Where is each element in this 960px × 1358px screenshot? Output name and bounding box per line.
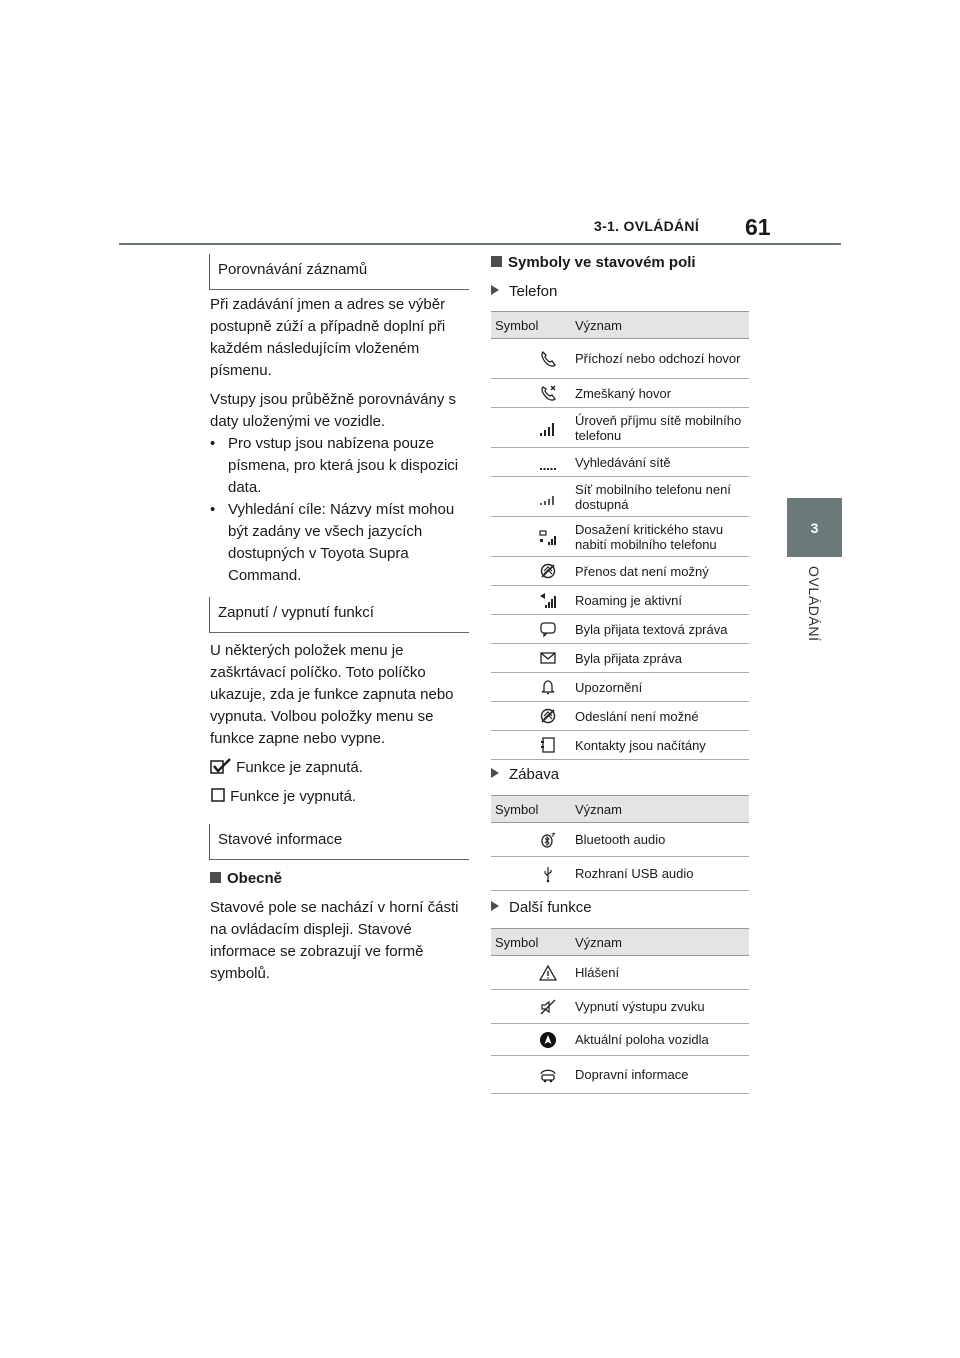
paragraph: Vstupy jsou průběžně porovnávány s daty uloženými ve vozidle. — [210, 391, 456, 430]
checkbox-unchecked-icon — [210, 787, 226, 803]
warning-icon — [539, 964, 557, 982]
header-divider — [119, 243, 841, 245]
table-row: Hlášení — [491, 956, 749, 990]
group-title-dalsi: Další funkce — [491, 899, 592, 916]
symbol-table-telefon — [491, 311, 749, 760]
subsection-title: Porovnávání záznamů — [218, 261, 368, 278]
no-data-icon — [539, 562, 557, 580]
vehicle-position-icon — [539, 1031, 557, 1049]
left-text-block-2 — [210, 640, 470, 815]
group-title-telefon: Telefon — [491, 283, 557, 300]
subsection-title: Zapnutí / vypnutí funkcí — [218, 604, 374, 621]
table-row: Odeslání není možné — [491, 702, 749, 731]
subsection-box-stavove — [209, 824, 469, 860]
table-row: Byla přijata textová zpráva — [491, 615, 749, 644]
table-row: Kontakty jsou načítány — [491, 731, 749, 760]
bell-icon — [539, 678, 557, 696]
left-text-block-3 — [210, 868, 470, 992]
symbol-table-zabava — [491, 795, 749, 891]
heading-obecne: Obecně — [210, 868, 470, 890]
paragraph: U některých položek menu je zaškrtávací políčko. Toto políčko ukazuje, zda je funkce zapnuta nebo vypnuta. Volbou položky menu se funkce zapne nebo vypne. — [210, 642, 454, 747]
subsection-box-zapnuti — [209, 597, 469, 633]
paragraph: Stavové pole se nachází v horní části na ovládacím displeji. Stavové informace se zobrazují ve formě symbolů. — [210, 899, 459, 982]
page-number: 61 — [745, 214, 771, 240]
col-header-meaning: Význam — [571, 312, 749, 339]
table-row: Byla přijata zpráva — [491, 644, 749, 673]
send-failed-icon — [539, 707, 557, 725]
col-header-symbol: Symbol — [491, 796, 571, 823]
table-row: Bluetooth audio — [491, 823, 749, 857]
group-title-zabava: Zábava — [491, 766, 559, 783]
bullet-item: • Pro vstup jsou nabízena pouze písmena, pro která jsou k dispozici data. — [210, 435, 459, 496]
table-row: Roaming je aktivní — [491, 586, 749, 615]
bullet-item: • Vyhledání cíle: Názvy míst mohou být zadány ve všech jazycích dostupných v Toyota Supra Command. — [210, 501, 455, 584]
subsection-box-porovnavani — [209, 254, 469, 290]
low-battery-icon — [539, 528, 557, 546]
table-row: Dopravní informace — [491, 1056, 749, 1094]
no-network-icon — [539, 488, 557, 506]
unchecked-line: Funkce je vypnutá. — [210, 786, 470, 808]
col-header-meaning: Význam — [571, 929, 749, 956]
col-header-meaning: Význam — [571, 796, 749, 823]
table-row: Vypnutí výstupu zvuku — [491, 990, 749, 1024]
envelope-icon — [539, 649, 557, 667]
table-row: Dosažení kritického stavu nabití mobilního telefonu — [491, 517, 749, 557]
heading-symboly: Symboly ve stavovém poli — [491, 254, 696, 271]
col-header-symbol: Symbol — [491, 929, 571, 956]
paragraph: Při zadávání jmen a adres se výběr postupně zúží a případně doplní při každém následujícím vloženém písmenu. — [210, 296, 446, 379]
subsection-title: Stavové informace — [218, 831, 343, 848]
network-search-icon — [539, 453, 557, 471]
traffic-info-icon — [539, 1066, 557, 1084]
roaming-icon — [539, 591, 557, 609]
table-row: Síť mobilního telefonu není dostupná — [491, 477, 749, 517]
table-row: Přenos dat není možný — [491, 557, 749, 586]
table-row: Příchozí nebo odchozí hovor — [491, 339, 749, 379]
symbol-table-dalsi — [491, 928, 749, 1094]
chapter-tab: 3 — [787, 498, 842, 557]
table-row: Aktuální poloha vozidla — [491, 1024, 749, 1056]
contacts-loading-icon — [539, 736, 557, 754]
table-row: Úroveň příjmu sítě mobilního telefonu — [491, 408, 749, 448]
signal-strength-icon — [539, 419, 557, 437]
checkbox-checked-icon — [210, 758, 232, 774]
usb-icon — [539, 865, 557, 883]
col-header-symbol: Symbol — [491, 312, 571, 339]
table-row: Rozhraní USB audio — [491, 857, 749, 891]
chapter-tab-label: OVLÁDÁNÍ — [806, 566, 822, 642]
checked-line: Funkce je zapnutá. — [210, 757, 470, 779]
table-row: Upozornění — [491, 673, 749, 702]
table-row: Vyhledávání sítě — [491, 448, 749, 477]
left-text-block-1 — [210, 294, 470, 587]
bluetooth-audio-icon — [539, 831, 557, 849]
mute-icon — [539, 998, 557, 1016]
phone-call-icon — [539, 350, 557, 368]
section-title: 3-1. OVLÁDÁNÍ — [594, 218, 700, 234]
table-row: Zmeškaný hovor — [491, 379, 749, 408]
text-message-icon — [539, 620, 557, 638]
missed-call-icon — [539, 384, 557, 402]
